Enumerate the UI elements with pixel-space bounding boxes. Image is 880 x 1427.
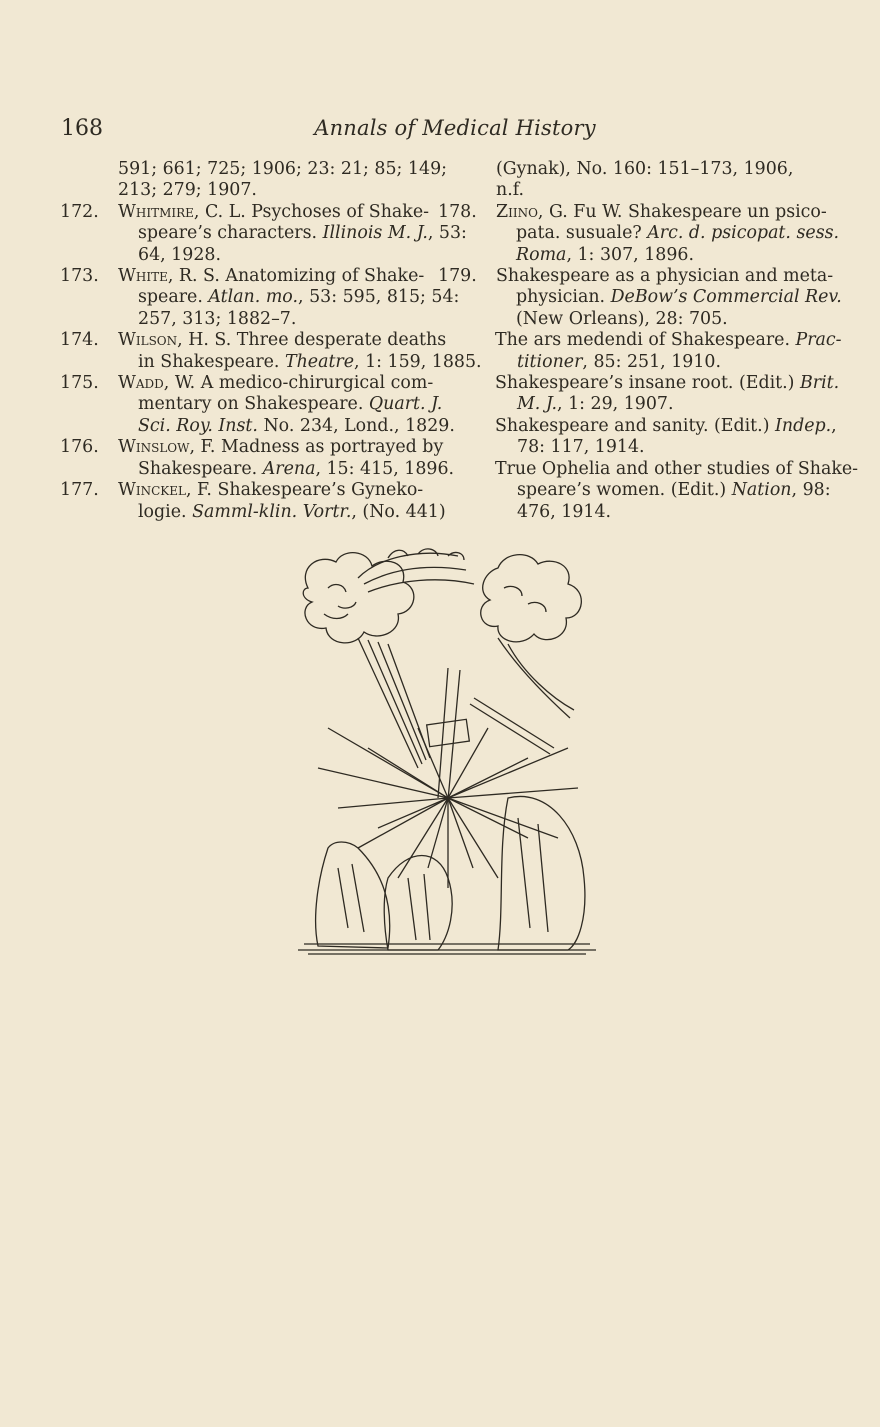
- text-line: 78: 117, 1914.: [517, 437, 645, 458]
- journal-name: Indep.: [775, 415, 832, 436]
- journal-name: Samml-klin. Vortr.: [192, 501, 352, 522]
- text-line: Roma, 1: 307, 1896.: [516, 244, 694, 265]
- author-name: Wilson: [118, 330, 178, 351]
- text-line: Wilson, H. S. Three desperate deaths: [118, 330, 447, 351]
- text-line: Wadd, W. A medico-chirurgical com-: [118, 373, 434, 394]
- author-name: White: [118, 266, 168, 287]
- journal-name: Brit.: [800, 373, 840, 394]
- text-line: True Ophelia and other studies of Shake-: [495, 458, 859, 479]
- page-header: [0, 112, 880, 148]
- continued-entry: [60, 159, 447, 202]
- journal-name: Quart. J.: [368, 394, 443, 415]
- continued-entry: [438, 159, 830, 202]
- text-line: 213; 279; 1907.: [118, 180, 257, 201]
- text-line: Sci. Roy. Inst. No. 234, Lond., 1829.: [138, 415, 455, 436]
- journal-name: Sci. Roy. Inst.: [138, 415, 258, 436]
- text-line: M. J., 1: 29, 1907.: [517, 394, 674, 415]
- journal-name: DeBow’s Commercial Rev.: [610, 287, 842, 308]
- author-name: Winckel: [118, 480, 186, 501]
- text-line: White, R. S. Anatomizing of Shake-: [118, 266, 425, 287]
- text-line: in Shakespeare. Theatre, 1: 159, 1885.: [138, 351, 482, 372]
- text-line: Winckel, F. Shakespeare’s Gyneko-: [118, 480, 424, 501]
- text-line: speare’s characters. Illinois M. J., 53:: [138, 223, 467, 244]
- entry-number: 172.: [60, 201, 99, 222]
- text-line: Whitmire, C. L. Psychoses of Shake-: [118, 201, 429, 222]
- text-line: speare’s women. (Edit.) Nation, 98:: [517, 480, 831, 501]
- entry-number: 174.: [60, 330, 99, 351]
- author-name: Ziino: [496, 201, 538, 222]
- page-number: 168: [61, 116, 103, 141]
- text-line: mentary on Shakespeare. Quart. J.: [138, 394, 443, 415]
- text-line: Shakespeare. Arena, 15: 415, 1896.: [138, 458, 455, 479]
- text-line: Shakespeare and sanity. (Edit.) Indep.,: [495, 415, 837, 436]
- text-line: Winslow, F. Madness as portrayed by: [118, 437, 444, 458]
- bibliography-entry: [60, 437, 455, 480]
- text-line: Shakespeare as a physician and meta-: [496, 266, 834, 287]
- text-line: 64, 1928.: [138, 244, 221, 265]
- bibliography-entry: [60, 480, 446, 523]
- text-line: pata. susuale? Arc. d. psicopat. sess.: [516, 223, 840, 244]
- journal-name: Prac-: [795, 330, 842, 351]
- journal-name: Arena: [262, 458, 316, 479]
- text-line: speare. Atlan. mo., 53: 595, 815; 54:: [138, 287, 460, 308]
- sub-entry: [438, 415, 837, 459]
- journal-name: titioner: [517, 351, 583, 372]
- journal-name: Atlan. mo.: [208, 287, 299, 308]
- journal-name: Roma: [516, 244, 567, 265]
- text-line: titioner, 85: 251, 1910.: [517, 351, 721, 372]
- author-name: Whitmire: [118, 201, 194, 222]
- author-name: Winslow: [118, 437, 190, 458]
- journal-name: Nation: [731, 480, 792, 501]
- text-line: physician. DeBow’s Commercial Rev.: [516, 287, 842, 308]
- entry-number: 175.: [60, 373, 99, 394]
- sub-entry: [438, 330, 842, 373]
- woodcut-illustration: [298, 548, 596, 958]
- text-line: The ars medendi of Shakespeare. Prac-: [495, 330, 842, 351]
- entry-number: 173.: [60, 266, 99, 287]
- entry-number: 176.: [60, 437, 99, 458]
- text-line: 591; 661; 725; 1906; 23: 21; 85; 149;: [118, 159, 447, 179]
- text-line: Shakespeare’s insane root. (Edit.) Brit.: [495, 373, 840, 394]
- bibliography-entry: [60, 330, 482, 373]
- journal-name: Arc. d. psicopat. sess.: [647, 223, 840, 244]
- right-column: [438, 159, 859, 523]
- bibliography-entry: [60, 373, 455, 437]
- text-line: n.f.: [496, 180, 525, 201]
- text-line: logie. Samml-klin. Vortr., (No. 441): [138, 501, 446, 522]
- journal-name: Illinois M. J.: [322, 223, 428, 244]
- sub-entry: [438, 373, 840, 416]
- text-line: Ziino, G. Fu W. Shakespeare un psico-: [496, 201, 827, 222]
- text-line: (New Orleans), 28: 705.: [516, 308, 728, 329]
- bibliography-entry: [438, 266, 842, 330]
- text-line: (Gynak), No. 160: 151–173, 1906,: [496, 159, 794, 179]
- bibliography-entry: [438, 201, 840, 266]
- entry-number: 179.: [438, 266, 477, 287]
- entry-number: 178.: [438, 201, 477, 222]
- woodcut-linework: [298, 549, 596, 954]
- running-title: Annals of Medical History: [314, 116, 596, 140]
- text-line: 476, 1914.: [517, 501, 612, 522]
- sub-entry: [438, 458, 859, 523]
- text-line: 257, 313; 1882–7.: [138, 308, 297, 329]
- journal-name: M. J.: [517, 394, 558, 415]
- journal-name: Theatre: [284, 351, 355, 372]
- author-name: Wadd: [118, 373, 164, 394]
- entry-number: 177.: [60, 480, 99, 501]
